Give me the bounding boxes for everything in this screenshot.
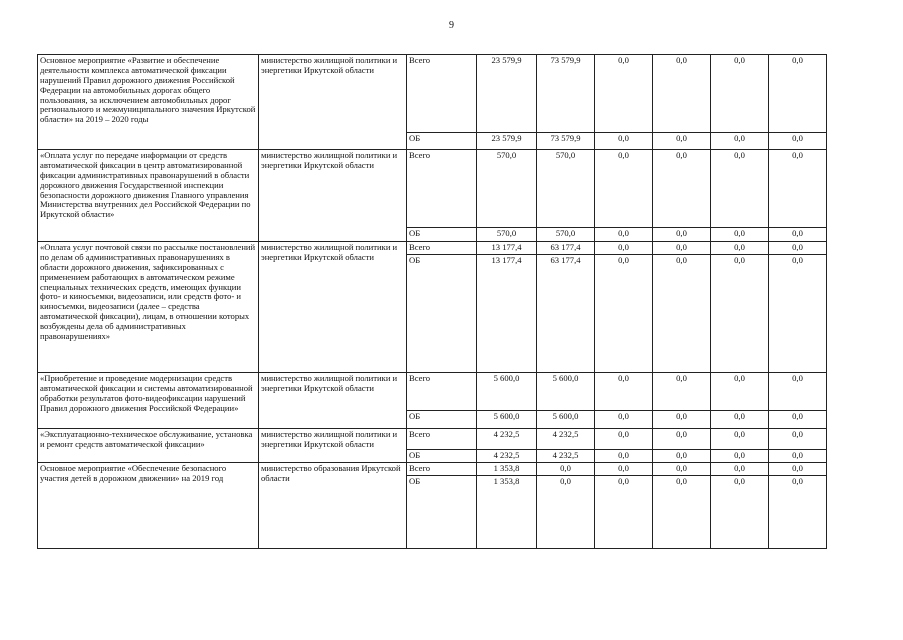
amount-cell: 1 353,8 [477, 463, 537, 476]
amount-cell: 0,0 [769, 150, 827, 228]
funding-source-cell: ОБ [407, 133, 477, 150]
amount-cell: 63 177,4 [537, 255, 595, 373]
funding-source-cell: Всего [407, 373, 477, 411]
amount-cell: 0,0 [711, 228, 769, 242]
amount-cell: 0,0 [653, 373, 711, 411]
activity-name-cell: Основное мероприятие «Развитие и обеспечение деятельности комплекса автоматической фиксации нарушений Правил дорожного движения Российской Федерации на автомобильных дорогах общего пользования, за исключением автомобильных дорог регионального и межмуниципального значения Иркутской области» на 2019 – 2020 годы [38, 55, 259, 150]
amount-cell: 0,0 [653, 150, 711, 228]
amount-cell: 0,0 [653, 55, 711, 133]
amount-cell: 0,0 [769, 373, 827, 411]
amount-cell: 0,0 [537, 476, 595, 549]
amount-cell: 4 232,5 [477, 450, 537, 463]
amount-cell: 5 600,0 [537, 373, 595, 411]
amount-cell: 13 177,4 [477, 255, 537, 373]
amount-cell: 5 600,0 [477, 411, 537, 429]
amount-cell: 0,0 [711, 150, 769, 228]
funding-source-cell: Всего [407, 55, 477, 133]
table-row [38, 429, 827, 450]
amount-cell: 0,0 [769, 450, 827, 463]
amount-cell: 4 232,5 [477, 429, 537, 450]
funding-source-cell: ОБ [407, 255, 477, 373]
table-row [38, 373, 827, 411]
activity-name-cell: Основное мероприятие «Обеспечение безопасного участия детей в дорожном движении» на 2019 год [38, 463, 259, 549]
amount-cell: 0,0 [595, 242, 653, 255]
amount-cell: 0,0 [537, 463, 595, 476]
amount-cell: 0,0 [595, 133, 653, 150]
executor-cell: министерство жилищной политики и энергетики Иркутской области [259, 429, 407, 463]
executor-cell: министерство жилищной политики и энергетики Иркутской области [259, 242, 407, 373]
amount-cell: 570,0 [537, 228, 595, 242]
amount-cell: 0,0 [711, 429, 769, 450]
activity-name-cell: «Приобретение и проведение модернизации средств автоматической фиксации и системы автоматизированной обработки результатов фото-видеофиксации нарушений Правил дорожного движения Российской Федерации» [38, 373, 259, 429]
amount-cell: 23 579,9 [477, 55, 537, 133]
amount-cell: 0,0 [769, 242, 827, 255]
amount-cell: 0,0 [711, 55, 769, 133]
funding-source-cell: ОБ [407, 450, 477, 463]
activity-name-cell: «Оплата услуг по передаче информации от средств автоматической фиксации в центр автоматизированной фиксации административных правонарушений в области дорожного движения Государственной инспекции безопасности дорожного движения Главного управления Министерства внутренних дел Российской Федерации по Иркутской области» [38, 150, 259, 242]
amount-cell: 0,0 [769, 476, 827, 549]
amount-cell: 0,0 [711, 255, 769, 373]
funding-source-cell: ОБ [407, 411, 477, 429]
amount-cell: 4 232,5 [537, 450, 595, 463]
funding-source-cell: ОБ [407, 228, 477, 242]
funding-source-cell: Всего [407, 242, 477, 255]
amount-cell: 0,0 [595, 411, 653, 429]
amount-cell: 0,0 [711, 373, 769, 411]
amount-cell: 0,0 [653, 463, 711, 476]
amount-cell: 0,0 [711, 411, 769, 429]
amount-cell: 570,0 [477, 150, 537, 228]
amount-cell: 0,0 [595, 55, 653, 133]
amount-cell: 0,0 [595, 228, 653, 242]
amount-cell: 4 232,5 [537, 429, 595, 450]
amount-cell: 63 177,4 [537, 242, 595, 255]
executor-cell: министерство образования Иркутской области [259, 463, 407, 549]
amount-cell: 0,0 [595, 476, 653, 549]
amount-cell: 0,0 [653, 450, 711, 463]
budget-table [37, 54, 827, 549]
amount-cell: 0,0 [769, 429, 827, 450]
amount-cell: 0,0 [595, 463, 653, 476]
executor-cell: министерство жилищной политики и энергетики Иркутской области [259, 55, 407, 150]
amount-cell: 0,0 [653, 133, 711, 150]
amount-cell: 0,0 [769, 255, 827, 373]
amount-cell: 570,0 [537, 150, 595, 228]
amount-cell: 1 353,8 [477, 476, 537, 549]
amount-cell: 0,0 [653, 255, 711, 373]
amount-cell: 0,0 [653, 228, 711, 242]
amount-cell: 0,0 [653, 476, 711, 549]
funding-source-cell: ОБ [407, 476, 477, 549]
amount-cell: 0,0 [711, 476, 769, 549]
amount-cell: 570,0 [477, 228, 537, 242]
amount-cell: 0,0 [653, 429, 711, 450]
amount-cell: 0,0 [711, 463, 769, 476]
executor-cell: министерство жилищной политики и энергетики Иркутской области [259, 373, 407, 429]
amount-cell: 0,0 [711, 133, 769, 150]
table-row [38, 463, 827, 476]
table-row [38, 150, 827, 228]
amount-cell: 13 177,4 [477, 242, 537, 255]
amount-cell: 0,0 [711, 450, 769, 463]
executor-cell: министерство жилищной политики и энергетики Иркутской области [259, 150, 407, 242]
funding-source-cell: Всего [407, 463, 477, 476]
amount-cell: 0,0 [595, 150, 653, 228]
amount-cell: 0,0 [769, 228, 827, 242]
amount-cell: 0,0 [769, 411, 827, 429]
activity-name-cell: «Эксплуатационно-техническое обслуживание, установка и ремонт средств автоматической фиксации» [38, 429, 259, 463]
amount-cell: 0,0 [769, 463, 827, 476]
activity-name-cell: «Оплата услуг почтовой связи по рассылке постановлений по делам об административных правонарушениях в области дорожного движения, зафиксированных с применением работающих в автоматическом режиме специальных технических средств, имеющих функции фото- и киносъемки, видеозаписи, или средств фото- и киносъемки, видеозаписи (далее – средства автоматической фиксации), лицам, в отношении которых возбуждены дела об административных правонарушениях» [38, 242, 259, 373]
funding-source-cell: Всего [407, 150, 477, 228]
amount-cell: 0,0 [595, 429, 653, 450]
amount-cell: 0,0 [653, 411, 711, 429]
amount-cell: 0,0 [769, 133, 827, 150]
amount-cell: 0,0 [711, 242, 769, 255]
amount-cell: 73 579,9 [537, 133, 595, 150]
amount-cell: 0,0 [653, 242, 711, 255]
page-number: 9 [449, 20, 454, 31]
amount-cell: 5 600,0 [477, 373, 537, 411]
funding-source-cell: Всего [407, 429, 477, 450]
amount-cell: 0,0 [595, 255, 653, 373]
amount-cell: 0,0 [595, 450, 653, 463]
amount-cell: 0,0 [769, 55, 827, 133]
amount-cell: 73 579,9 [537, 55, 595, 133]
amount-cell: 23 579,9 [477, 133, 537, 150]
amount-cell: 5 600,0 [537, 411, 595, 429]
table-row [38, 55, 827, 133]
amount-cell: 0,0 [595, 373, 653, 411]
table-row [38, 242, 827, 255]
